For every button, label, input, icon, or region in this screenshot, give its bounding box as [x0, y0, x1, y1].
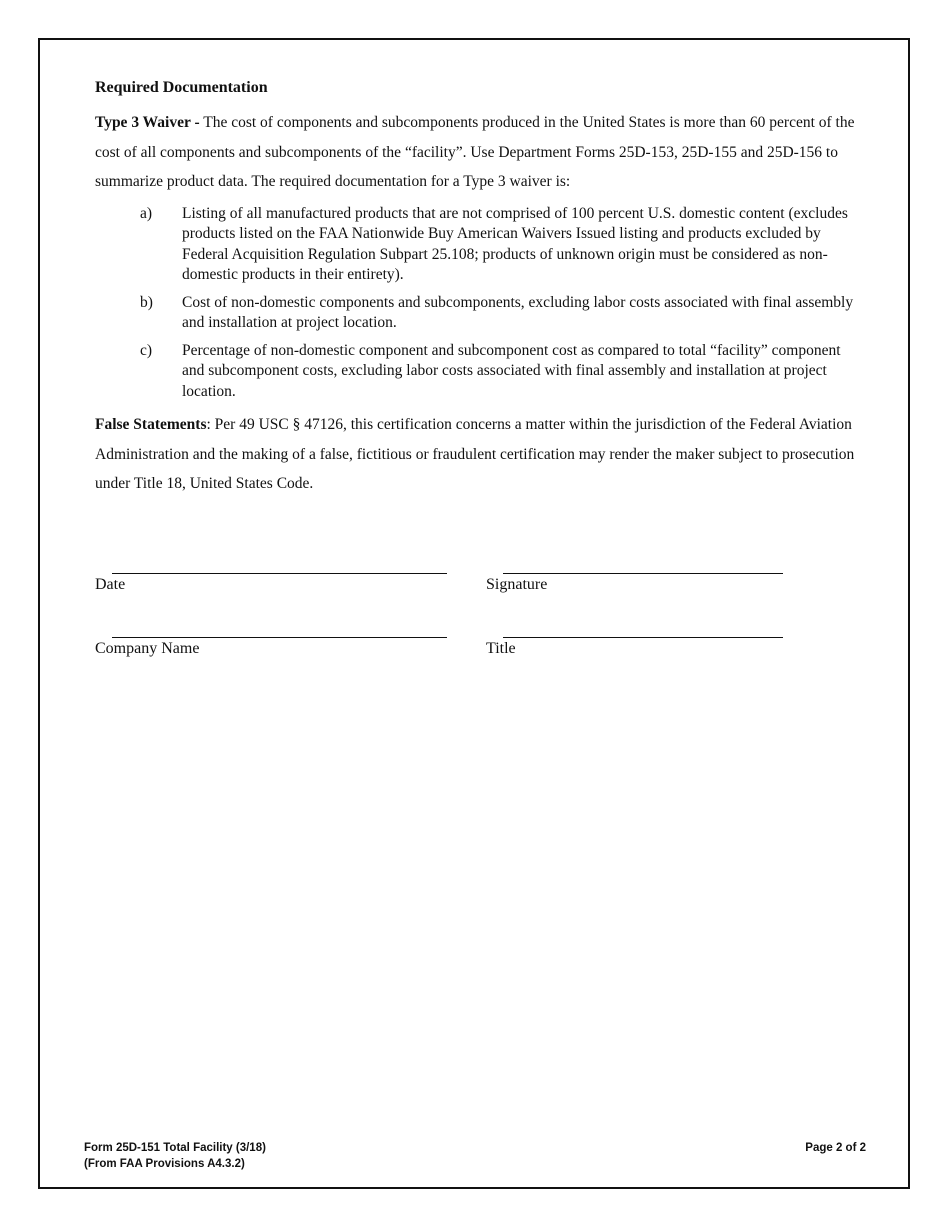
- footer-page-number: Page 2 of 2: [805, 1142, 866, 1154]
- title-line[interactable]: [503, 637, 783, 638]
- type3-waiver-label: Type 3 Waiver -: [95, 114, 200, 131]
- type3-waiver-paragraph: [95, 108, 855, 197]
- document-body: [95, 78, 855, 499]
- title-label: Title: [486, 640, 516, 657]
- false-statements-label: False Statements: [95, 416, 207, 433]
- section-heading: Required Documentation: [95, 79, 268, 96]
- signature-line[interactable]: [503, 573, 783, 574]
- footer-form-info: [84, 1140, 266, 1172]
- required-docs-list: [95, 204, 855, 403]
- date-line[interactable]: [112, 573, 447, 574]
- signature-row-2: [95, 629, 855, 693]
- company-name-label: Company Name: [95, 640, 200, 657]
- signature-label: Signature: [486, 576, 548, 593]
- signature-row-1: [95, 565, 855, 629]
- list-item-text: Listing of all manufactured products that are not comprised of 100 percent U.S. domestic content (excludes products listed on the FAA Nationwide Buy American Waivers Issued listing and products excluded by Federal Acquisition Regulation Subpart 25.108; products of unknown origin must be considered as non-domestic products in their entirety).: [182, 204, 848, 283]
- signature-block: [95, 565, 855, 693]
- list-item: [95, 293, 855, 334]
- list-item: [95, 341, 855, 403]
- company-name-line[interactable]: [112, 637, 447, 638]
- false-statements-text: : Per 49 USC § 47126, this certification concerns a matter within the jurisdiction of the Federal Aviation Administration and the making of a false, fictitious or fraudulent certification may render the maker subject to prosecution under Title 18, United States Code.: [95, 416, 855, 492]
- false-statements-paragraph: [95, 410, 855, 499]
- date-label: Date: [95, 576, 126, 593]
- list-item-text: Percentage of non-domestic component and subcomponent cost as compared to total “facility” component and subcomponent costs, excluding labor costs associated with final assembly and installation at project location.: [182, 341, 841, 400]
- type3-waiver-text: The cost of components and subcomponents produced in the United States is more than 60 percent of the cost of all components and subcomponents of the “facility”. Use Department Forms 25D-153, 25D-155 and 25D-156 to summarize product data. The required documentation for a Type 3 waiver is:: [95, 114, 855, 190]
- footer-source: (From FAA Provisions A4.3.2): [84, 1158, 245, 1170]
- footer-form-id: Form 25D-151 Total Facility (3/18): [84, 1142, 266, 1154]
- list-marker: a): [140, 204, 153, 222]
- list-item-text: Cost of non-domestic components and subcomponents, excluding labor costs associated with final assembly and installation at project location.: [182, 293, 854, 331]
- list-marker: b): [140, 293, 153, 311]
- list-marker: c): [140, 341, 153, 359]
- list-item: [95, 204, 855, 286]
